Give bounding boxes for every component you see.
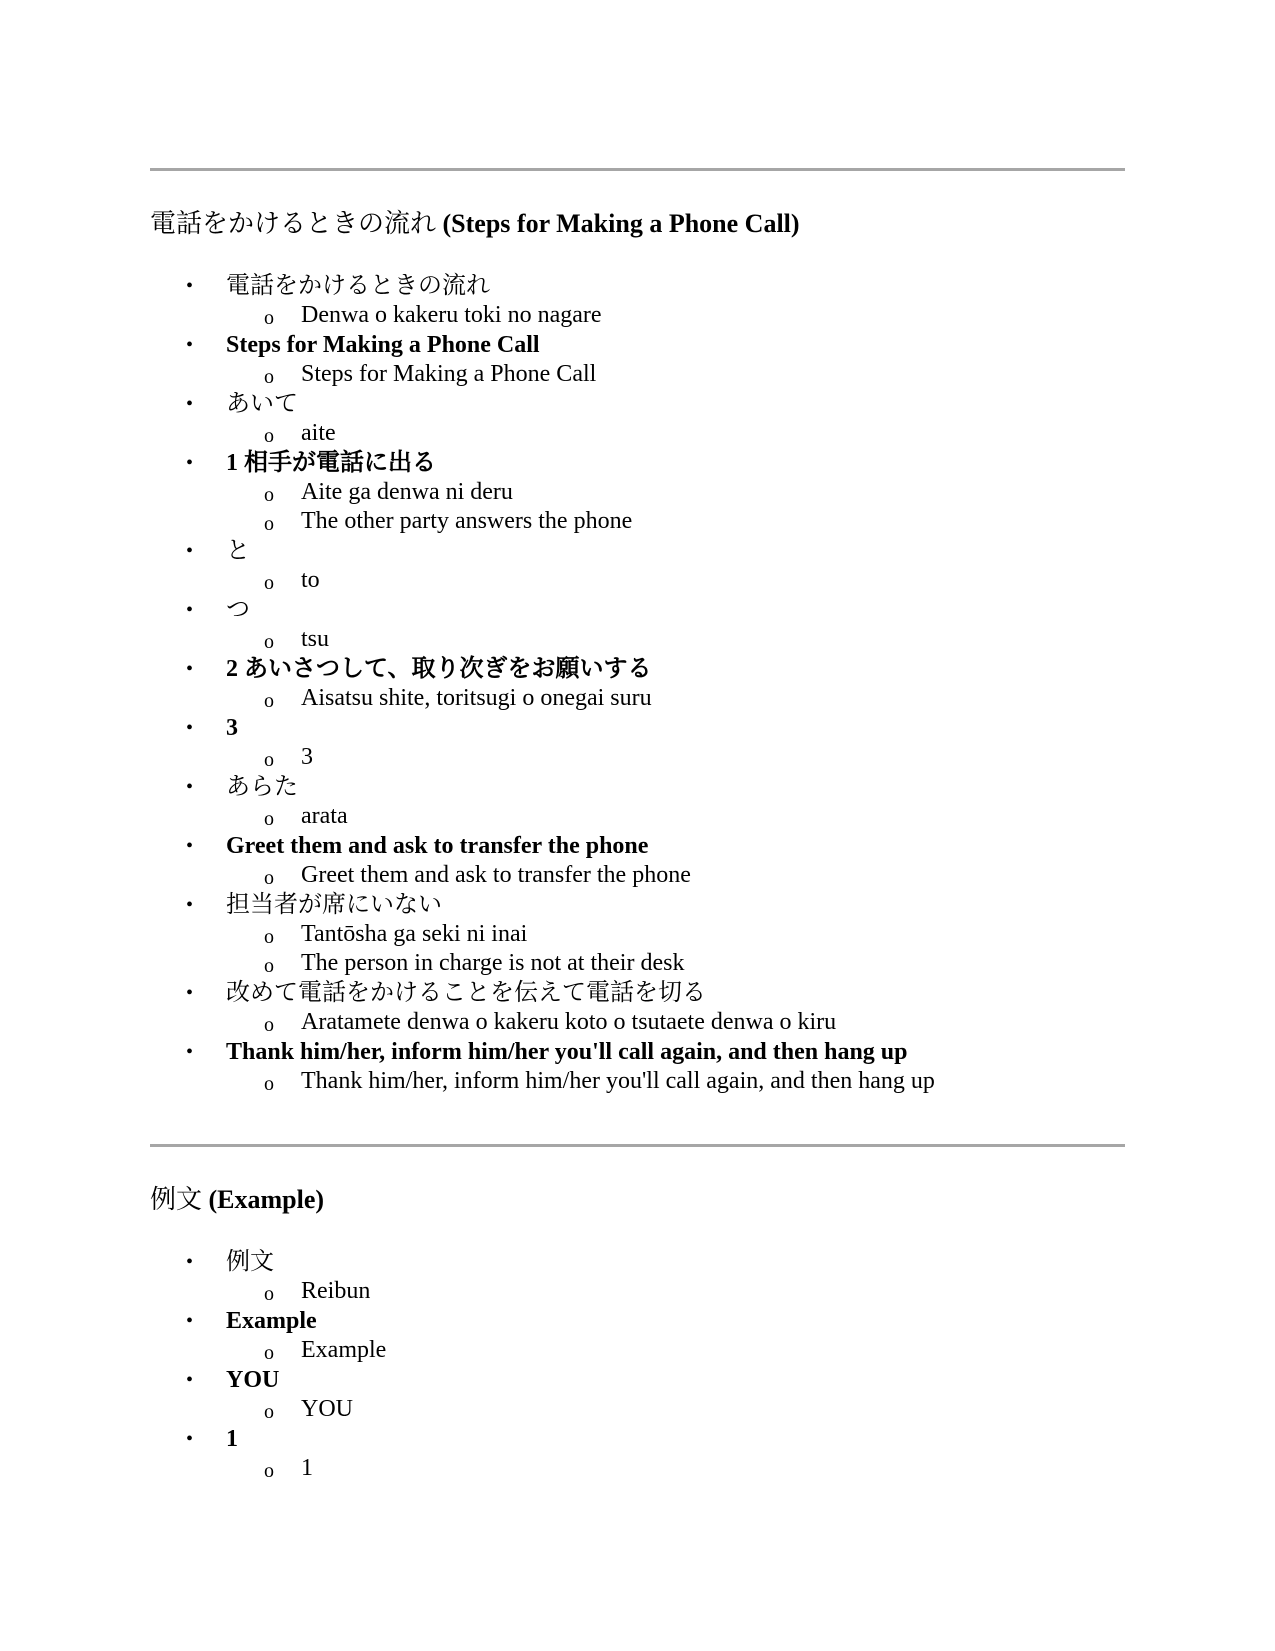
list-item bbox=[186, 1424, 1125, 1483]
list-item-term: YOU bbox=[226, 1367, 280, 1393]
circle-bullet-icon: o bbox=[264, 1283, 274, 1305]
list-item bbox=[186, 448, 1125, 536]
sub-list-item bbox=[264, 684, 1125, 713]
circle-bullet-icon: o bbox=[264, 1073, 274, 1095]
circle-bullet-icon: o bbox=[264, 1014, 274, 1036]
bullet-icon: • bbox=[186, 717, 194, 739]
list-item bbox=[186, 1365, 1125, 1424]
sub-list bbox=[226, 1454, 1125, 1483]
sub-list-item-text: Aratamete denwa o kakeru koto o tsutaete denwa o kiru bbox=[301, 1009, 837, 1035]
bullet-icon: • bbox=[186, 334, 194, 356]
sub-list-item-text: The other party answers the phone bbox=[301, 508, 633, 534]
section-heading bbox=[150, 1183, 1125, 1217]
bullet-icon: • bbox=[186, 776, 194, 798]
heading-japanese: 例文 bbox=[150, 1185, 203, 1214]
sub-list bbox=[226, 861, 1125, 890]
list-item bbox=[186, 978, 1125, 1037]
circle-bullet-icon: o bbox=[264, 425, 274, 447]
sub-list-item bbox=[264, 1067, 1125, 1096]
list-item-term: と bbox=[226, 538, 250, 564]
circle-bullet-icon: o bbox=[264, 749, 274, 771]
list-item-term: 改めて電話をかけることを伝えて電話を切る bbox=[226, 980, 706, 1006]
sub-list-item bbox=[264, 507, 1125, 536]
sub-list-item bbox=[264, 1395, 1125, 1424]
sub-list-item bbox=[264, 360, 1125, 389]
sub-list-item-text: Thank him/her, inform him/her you'll call again, and then hang up bbox=[301, 1068, 935, 1094]
bullet-icon: • bbox=[186, 894, 194, 916]
sub-list-item bbox=[264, 743, 1125, 772]
sub-list-item-text: to bbox=[301, 567, 320, 593]
circle-bullet-icon: o bbox=[264, 631, 274, 653]
sub-list bbox=[226, 1067, 1125, 1096]
bullet-icon: • bbox=[186, 1369, 194, 1391]
bullet-icon: • bbox=[186, 1251, 194, 1273]
sub-list-item-text: YOU bbox=[301, 1396, 353, 1422]
circle-bullet-icon: o bbox=[264, 867, 274, 889]
list-item bbox=[186, 1037, 1125, 1096]
bullet-icon: • bbox=[186, 982, 194, 1004]
circle-bullet-icon: o bbox=[264, 513, 274, 535]
circle-bullet-icon: o bbox=[264, 1342, 274, 1364]
sub-list bbox=[226, 684, 1125, 713]
circle-bullet-icon: o bbox=[264, 366, 274, 388]
sub-list-item-text: Greet them and ask to transfer the phone bbox=[301, 862, 691, 888]
sub-list-item bbox=[264, 478, 1125, 507]
section-divider bbox=[150, 168, 1125, 171]
list-item bbox=[186, 713, 1125, 772]
circle-bullet-icon: o bbox=[264, 1460, 274, 1482]
document-page bbox=[150, 0, 1125, 1483]
list-item-term: 1 相手が電話に出る bbox=[226, 450, 436, 476]
circle-bullet-icon: o bbox=[264, 690, 274, 712]
sub-list-item bbox=[264, 1336, 1125, 1365]
sub-list-item bbox=[264, 861, 1125, 890]
sub-list bbox=[226, 566, 1125, 595]
sub-list-item-text: Steps for Making a Phone Call bbox=[301, 361, 597, 387]
sub-list bbox=[226, 1395, 1125, 1424]
list-item bbox=[186, 595, 1125, 654]
list-item-term: 例文 bbox=[226, 1249, 274, 1275]
bullet-icon: • bbox=[186, 658, 194, 680]
bullet-icon: • bbox=[186, 275, 194, 297]
heading-japanese: 電話をかけるときの流れ bbox=[150, 209, 437, 238]
sub-list-item bbox=[264, 1277, 1125, 1306]
list-item-term: Thank him/her, inform him/her you'll call again, and then hang up bbox=[226, 1039, 908, 1065]
list-item-term: 1 bbox=[226, 1426, 238, 1452]
sub-list-item-text: Denwa o kakeru toki no nagare bbox=[301, 302, 602, 328]
sub-list-item bbox=[264, 301, 1125, 330]
list-item-term: あらた bbox=[226, 774, 298, 800]
list-item-term: Steps for Making a Phone Call bbox=[226, 332, 540, 358]
bullet-icon: • bbox=[186, 1310, 194, 1332]
list-item-term: 担当者が席にいない bbox=[226, 892, 442, 918]
list-item bbox=[186, 389, 1125, 448]
vocabulary-list bbox=[150, 1247, 1125, 1483]
sub-list-item-text: aite bbox=[301, 420, 336, 446]
sub-list-item bbox=[264, 625, 1125, 654]
list-item-term: 3 bbox=[226, 715, 238, 741]
list-item bbox=[186, 890, 1125, 978]
list-item-term: Example bbox=[226, 1308, 317, 1334]
sub-list-item bbox=[264, 566, 1125, 595]
list-item bbox=[186, 330, 1125, 389]
sub-list-item-text: Tantōsha ga seki ni inai bbox=[301, 921, 528, 947]
sub-list bbox=[226, 478, 1125, 536]
list-item bbox=[186, 1247, 1125, 1306]
sub-list-item-text: Reibun bbox=[301, 1278, 371, 1304]
sub-list bbox=[226, 920, 1125, 978]
sub-list-item-text: Example bbox=[301, 1337, 387, 1363]
list-item-term: 2 あいさつして、取り次ぎをお願いする bbox=[226, 656, 652, 682]
sub-list-item-text: Aite ga denwa ni deru bbox=[301, 479, 513, 505]
circle-bullet-icon: o bbox=[264, 572, 274, 594]
circle-bullet-icon: o bbox=[264, 926, 274, 948]
bullet-icon: • bbox=[186, 599, 194, 621]
list-item bbox=[186, 536, 1125, 595]
heading-english: (Steps for Making a Phone Call) bbox=[442, 209, 800, 238]
sub-list bbox=[226, 625, 1125, 654]
circle-bullet-icon: o bbox=[264, 955, 274, 977]
sub-list-item-text: 1 bbox=[301, 1455, 313, 1481]
bullet-icon: • bbox=[186, 452, 194, 474]
list-item bbox=[186, 654, 1125, 713]
circle-bullet-icon: o bbox=[264, 307, 274, 329]
circle-bullet-icon: o bbox=[264, 484, 274, 506]
circle-bullet-icon: o bbox=[264, 808, 274, 830]
sub-list-item-text: The person in charge is not at their desk bbox=[301, 950, 685, 976]
bullet-icon: • bbox=[186, 540, 194, 562]
bullet-icon: • bbox=[186, 835, 194, 857]
sub-list bbox=[226, 1277, 1125, 1306]
list-item-term: あいて bbox=[226, 391, 298, 417]
sub-list bbox=[226, 1008, 1125, 1037]
section-heading bbox=[150, 207, 1125, 241]
list-item-term: 電話をかけるときの流れ bbox=[226, 273, 490, 299]
sub-list bbox=[226, 802, 1125, 831]
bullet-icon: • bbox=[186, 1041, 194, 1063]
heading-english: (Example) bbox=[208, 1185, 325, 1214]
list-item bbox=[186, 831, 1125, 890]
sub-list-item-text: Aisatsu shite, toritsugi o onegai suru bbox=[301, 685, 652, 711]
list-item-term: Greet them and ask to transfer the phone bbox=[226, 833, 649, 859]
sub-list-item bbox=[264, 1454, 1125, 1483]
sub-list-item bbox=[264, 920, 1125, 949]
sub-list-item bbox=[264, 419, 1125, 448]
circle-bullet-icon: o bbox=[264, 1401, 274, 1423]
sub-list bbox=[226, 419, 1125, 448]
sub-list bbox=[226, 743, 1125, 772]
list-item bbox=[186, 1306, 1125, 1365]
sub-list bbox=[226, 1336, 1125, 1365]
sub-list-item bbox=[264, 1008, 1125, 1037]
sub-list bbox=[226, 301, 1125, 330]
list-item-term: つ bbox=[226, 597, 250, 623]
bullet-icon: • bbox=[186, 1428, 194, 1450]
sub-list-item-text: arata bbox=[301, 803, 348, 829]
sub-list-item-text: tsu bbox=[301, 626, 330, 652]
sub-list-item-text: 3 bbox=[301, 744, 313, 770]
vocabulary-list bbox=[150, 271, 1125, 1096]
sub-list-item bbox=[264, 949, 1125, 978]
sub-list bbox=[226, 360, 1125, 389]
bullet-icon: • bbox=[186, 393, 194, 415]
sub-list-item bbox=[264, 802, 1125, 831]
section-divider bbox=[150, 1144, 1125, 1147]
list-item bbox=[186, 271, 1125, 330]
list-item bbox=[186, 772, 1125, 831]
